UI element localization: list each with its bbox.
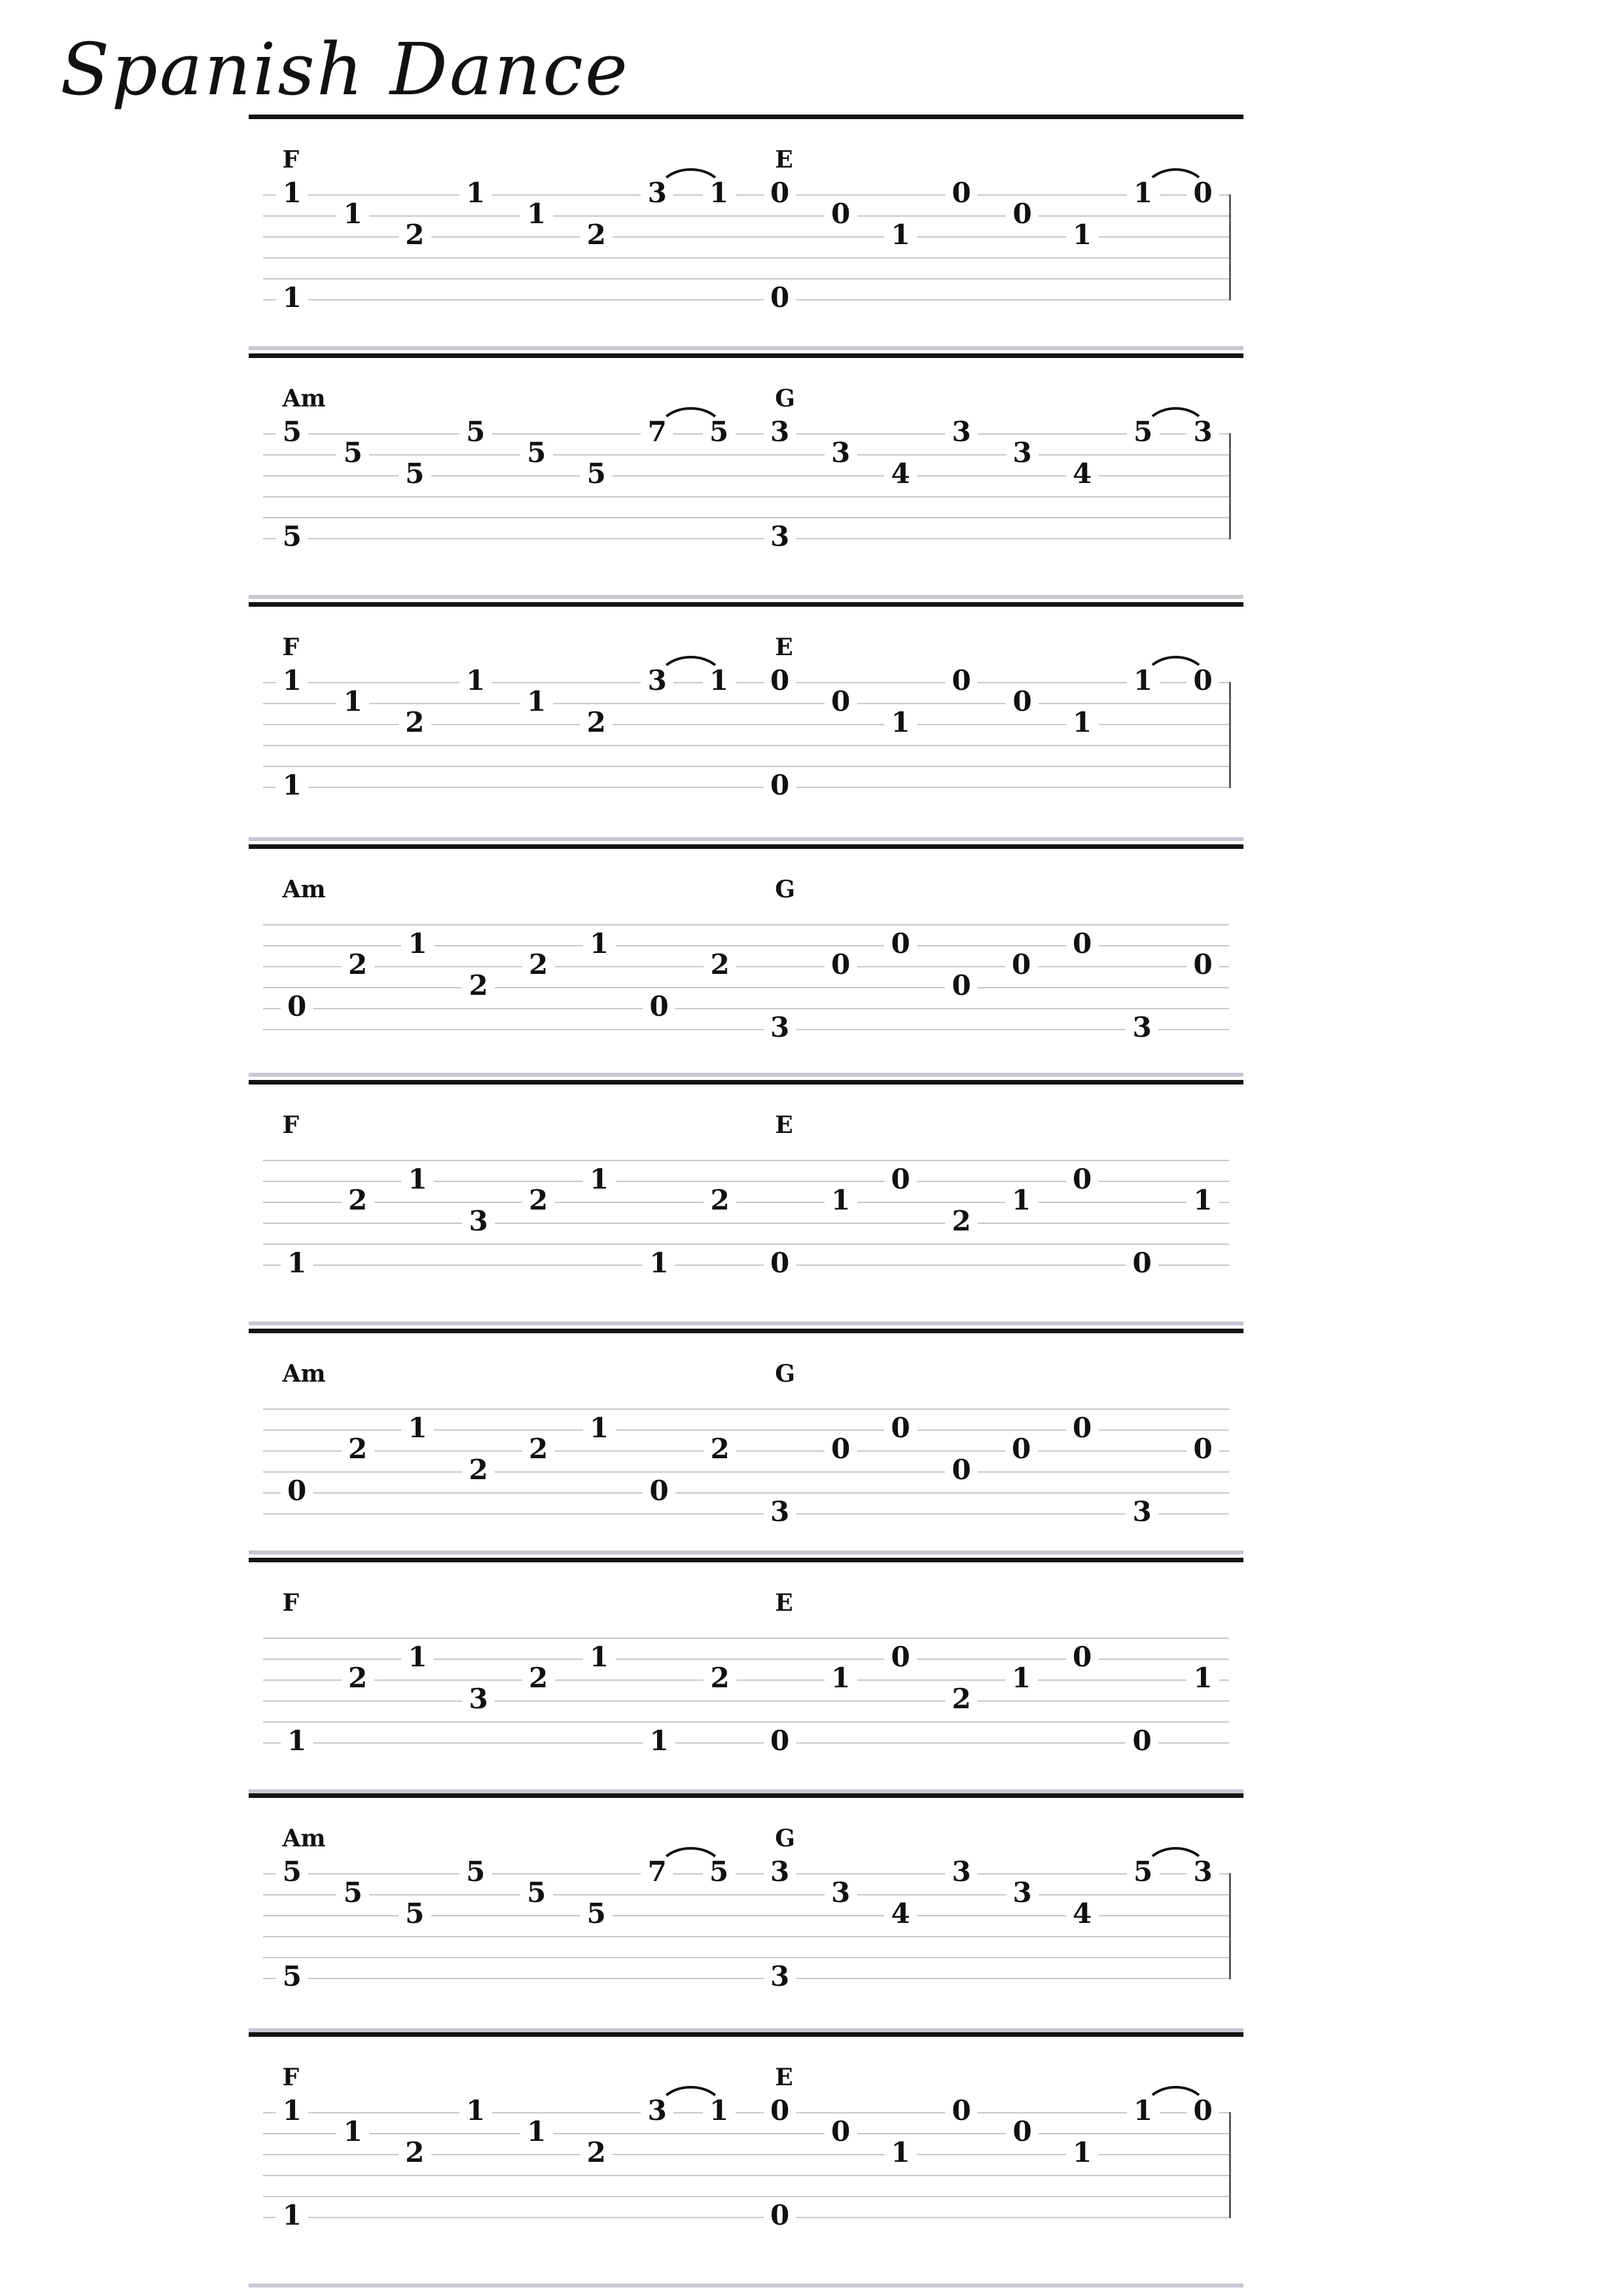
system-border xyxy=(249,1073,1243,1077)
tab-string-line xyxy=(263,433,1229,435)
fret-number: 2 xyxy=(704,1187,736,1214)
fret-number: 1 xyxy=(1127,667,1160,694)
chord-name: F xyxy=(282,146,300,173)
fret-number: 1 xyxy=(825,1664,857,1692)
fret-number: 1 xyxy=(459,667,492,694)
fret-number: 3 xyxy=(764,523,796,550)
fret-number: 1 xyxy=(1066,709,1099,736)
fret-number: 1 xyxy=(884,221,917,249)
chord-name: E xyxy=(775,1111,793,1139)
fret-number: 3 xyxy=(641,2097,673,2125)
fret-number: 0 xyxy=(764,1249,796,1277)
fret-number: 5 xyxy=(520,1879,553,1907)
fret-number: 5 xyxy=(459,1858,492,1886)
tab-system xyxy=(249,115,1243,350)
fret-number: 0 xyxy=(643,1477,675,1505)
fret-number: 2 xyxy=(342,951,374,978)
tab-string-line xyxy=(263,924,1229,925)
fret-number: 2 xyxy=(342,1435,374,1463)
tab-string-line xyxy=(263,1978,1229,1979)
tab-string-line xyxy=(263,2196,1229,2197)
chord-name: F xyxy=(282,2064,300,2091)
system-border xyxy=(249,837,1243,841)
tab-string-line xyxy=(263,966,1229,967)
fret-number: 2 xyxy=(462,972,495,999)
fret-number: 0 xyxy=(1186,2097,1219,2125)
fret-number: 1 xyxy=(1127,179,1160,207)
fret-number: 3 xyxy=(764,1963,796,1990)
fret-number: 3 xyxy=(641,179,673,207)
chord-name: G xyxy=(775,385,796,412)
tab-string-line xyxy=(263,2175,1229,2176)
tab-string-line xyxy=(263,1721,1229,1723)
tab-string-line xyxy=(263,1638,1229,1639)
fret-number: 3 xyxy=(764,418,796,446)
system-border xyxy=(249,115,1243,119)
tab-string-line xyxy=(263,194,1229,196)
tab-string-line xyxy=(263,278,1229,279)
fret-number: 1 xyxy=(276,772,308,799)
fret-number: 0 xyxy=(945,179,978,207)
fret-number: 2 xyxy=(945,1208,978,1235)
fret-number: 4 xyxy=(884,1900,917,1928)
system-border xyxy=(249,353,1243,358)
tab-string-line xyxy=(263,1202,1229,1203)
fret-number: 1 xyxy=(1127,2097,1160,2125)
fret-number: 7 xyxy=(641,418,673,446)
system-border xyxy=(249,595,1243,599)
tab-string-line xyxy=(263,745,1229,746)
fret-number: 1 xyxy=(276,179,308,207)
tab-system xyxy=(249,1793,1243,2032)
fret-number: 2 xyxy=(704,951,736,978)
fret-number: 5 xyxy=(703,1858,736,1886)
fret-number: 3 xyxy=(764,1014,796,1041)
fret-number: 3 xyxy=(825,1879,857,1907)
fret-number: 5 xyxy=(520,439,553,467)
fret-number: 2 xyxy=(704,1435,736,1463)
fret-number: 0 xyxy=(945,2097,978,2125)
fret-number: 4 xyxy=(884,460,917,488)
fret-number: 1 xyxy=(401,1643,434,1671)
fret-number: 1 xyxy=(281,1727,313,1755)
tab-string-line xyxy=(263,703,1229,704)
fret-number: 5 xyxy=(580,460,613,488)
fret-number: 3 xyxy=(641,667,673,694)
tab-system xyxy=(249,353,1243,599)
tab-string-line xyxy=(263,2217,1229,2218)
fret-number: 3 xyxy=(462,1208,495,1235)
fret-number: 0 xyxy=(764,2097,796,2125)
fret-number: 5 xyxy=(276,418,308,446)
fret-number: 1 xyxy=(336,2118,369,2145)
tab-system xyxy=(249,1329,1243,1554)
tab-string-line xyxy=(263,1223,1229,1224)
fret-number: 0 xyxy=(764,667,796,694)
fret-number: 0 xyxy=(884,1643,917,1671)
fret-number: 1 xyxy=(276,284,308,312)
tab-string-line xyxy=(263,538,1229,539)
fret-number: 0 xyxy=(825,200,857,228)
fret-number: 1 xyxy=(401,930,434,958)
tab-string-line xyxy=(263,215,1229,217)
tab-string-line xyxy=(263,2133,1229,2134)
fret-number: 1 xyxy=(583,1414,616,1442)
fret-number: 2 xyxy=(580,221,613,249)
fret-number: 0 xyxy=(1005,1435,1038,1463)
fret-number: 0 xyxy=(1186,667,1219,694)
fret-number: 1 xyxy=(336,200,369,228)
fret-number: 2 xyxy=(580,2139,613,2166)
system-border xyxy=(249,602,1243,607)
fret-number: 0 xyxy=(884,930,917,958)
tab-string-line xyxy=(263,787,1229,788)
fret-number: 0 xyxy=(1006,2118,1039,2145)
fret-number: 1 xyxy=(643,1249,675,1277)
tab-string-line xyxy=(263,1936,1229,1937)
fret-number: 0 xyxy=(825,2118,857,2145)
fret-number: 5 xyxy=(399,1900,431,1928)
system-border xyxy=(249,1551,1243,1554)
system-border xyxy=(249,1080,1243,1085)
fret-number: 1 xyxy=(459,2097,492,2125)
fret-number: 5 xyxy=(276,1858,308,1886)
end-barline xyxy=(1229,682,1231,788)
end-barline xyxy=(1229,1873,1231,1979)
fret-number: 0 xyxy=(1006,688,1039,715)
chord-name: F xyxy=(282,1589,300,1617)
chord-name: Am xyxy=(282,1825,326,1852)
fret-number: 2 xyxy=(522,1187,555,1214)
end-barline xyxy=(1229,2112,1231,2218)
fret-number: 3 xyxy=(764,1498,796,1526)
fret-number: 2 xyxy=(580,709,613,736)
fret-number: 3 xyxy=(1126,1498,1158,1526)
tab-string-line xyxy=(263,1742,1229,1744)
fret-number: 0 xyxy=(945,1456,978,1484)
fret-number: 5 xyxy=(1127,1858,1160,1886)
fret-number: 1 xyxy=(583,1166,616,1193)
fret-number: 3 xyxy=(945,1858,978,1886)
chord-name: E xyxy=(775,1589,793,1617)
tab-system xyxy=(249,844,1243,1077)
fret-number: 0 xyxy=(1126,1249,1158,1277)
fret-number: 2 xyxy=(462,1456,495,1484)
fret-number: 3 xyxy=(1186,418,1219,446)
fret-number: 3 xyxy=(945,418,978,446)
fret-number: 3 xyxy=(1006,439,1039,467)
fret-number: 1 xyxy=(703,179,736,207)
fret-number: 1 xyxy=(520,688,553,715)
system-border xyxy=(249,2284,1243,2287)
fret-number: 1 xyxy=(1186,1187,1219,1214)
fret-number: 0 xyxy=(764,284,796,312)
fret-number: 5 xyxy=(580,1900,613,1928)
fret-number: 0 xyxy=(764,179,796,207)
fret-number: 0 xyxy=(825,688,857,715)
fret-number: 3 xyxy=(462,1685,495,1713)
fret-number: 0 xyxy=(1066,930,1099,958)
fret-number: 1 xyxy=(583,930,616,958)
fret-number: 0 xyxy=(764,2202,796,2229)
chord-name: E xyxy=(775,2064,793,2091)
tab-string-line xyxy=(263,517,1229,518)
fret-number: 0 xyxy=(1186,951,1219,978)
fret-number: 3 xyxy=(1006,1879,1039,1907)
tab-string-line xyxy=(263,1450,1229,1452)
fret-number: 2 xyxy=(342,1187,374,1214)
fret-number: 5 xyxy=(459,418,492,446)
system-border xyxy=(249,1793,1243,1798)
system-border xyxy=(249,1558,1243,1562)
fret-number: 2 xyxy=(522,1664,555,1692)
fret-number: 1 xyxy=(643,1727,675,1755)
tab-string-line xyxy=(263,1160,1229,1161)
fret-number: 1 xyxy=(276,2202,308,2229)
tab-string-line xyxy=(263,1957,1229,1958)
chord-name: F xyxy=(282,1111,300,1139)
fret-number: 4 xyxy=(1066,460,1099,488)
fret-number: 3 xyxy=(1126,1014,1158,1041)
tab-string-line xyxy=(263,1492,1229,1494)
chord-name: G xyxy=(775,1825,796,1852)
fret-number: 2 xyxy=(399,709,431,736)
fret-number: 1 xyxy=(1066,2139,1099,2166)
fret-number: 1 xyxy=(276,2097,308,2125)
fret-number: 2 xyxy=(399,2139,431,2166)
fret-number: 2 xyxy=(945,1685,978,1713)
fret-number: 0 xyxy=(884,1166,917,1193)
fret-number: 1 xyxy=(336,688,369,715)
fret-number: 0 xyxy=(825,951,857,978)
fret-number: 1 xyxy=(520,200,553,228)
tab-string-line xyxy=(263,2112,1229,2113)
fret-number: 2 xyxy=(522,951,555,978)
tab-string-line xyxy=(263,1700,1229,1702)
fret-number: 1 xyxy=(884,2139,917,2166)
chord-name: Am xyxy=(282,876,326,903)
fret-number: 5 xyxy=(276,1963,308,1990)
system-border xyxy=(249,844,1243,849)
fret-number: 1 xyxy=(281,1249,313,1277)
tab-string-line xyxy=(263,454,1229,456)
tab-string-line xyxy=(263,1244,1229,1245)
fret-number: 3 xyxy=(1186,1858,1219,1886)
system-border xyxy=(249,1329,1243,1333)
chord-name: E xyxy=(775,634,793,661)
fret-number: 5 xyxy=(336,1879,369,1907)
fret-number: 0 xyxy=(945,972,978,999)
fret-number: 1 xyxy=(1005,1187,1038,1214)
fret-number: 1 xyxy=(401,1166,434,1193)
tab-string-line xyxy=(263,766,1229,767)
tab-string-line xyxy=(263,1008,1229,1009)
chord-name: Am xyxy=(282,1360,326,1388)
fret-number: 0 xyxy=(764,772,796,799)
fret-number: 0 xyxy=(1126,1727,1158,1755)
system-border xyxy=(249,1321,1243,1325)
fret-number: 5 xyxy=(703,418,736,446)
fret-number: 1 xyxy=(825,1187,857,1214)
page-title: Spanish Dance xyxy=(60,27,630,111)
fret-number: 1 xyxy=(401,1414,434,1442)
tab-string-line xyxy=(263,682,1229,683)
fret-number: 1 xyxy=(1186,1664,1219,1692)
fret-number: 2 xyxy=(342,1664,374,1692)
tab-string-line xyxy=(263,257,1229,259)
tab-string-line xyxy=(263,496,1229,497)
tab-string-line xyxy=(263,987,1229,988)
fret-number: 1 xyxy=(703,667,736,694)
end-barline xyxy=(1229,433,1231,539)
fret-number: 1 xyxy=(583,1643,616,1671)
chord-name: G xyxy=(775,876,796,903)
fret-number: 0 xyxy=(1066,1643,1099,1671)
fret-number: 0 xyxy=(281,993,313,1020)
fret-number: 5 xyxy=(276,523,308,550)
fret-number: 1 xyxy=(703,2097,736,2125)
tab-string-line xyxy=(263,1873,1229,1874)
system-border xyxy=(249,346,1243,350)
fret-number: 1 xyxy=(520,2118,553,2145)
fret-number: 1 xyxy=(1066,221,1099,249)
fret-number: 5 xyxy=(1127,418,1160,446)
fret-number: 5 xyxy=(336,439,369,467)
fret-number: 0 xyxy=(1066,1166,1099,1193)
fret-number: 0 xyxy=(1186,1435,1219,1463)
tab-string-line xyxy=(263,1408,1229,1410)
fret-number: 0 xyxy=(945,667,978,694)
fret-number: 5 xyxy=(399,460,431,488)
chord-name: E xyxy=(775,146,793,173)
fret-number: 0 xyxy=(281,1477,313,1505)
tab-string-line xyxy=(263,1679,1229,1681)
fret-number: 7 xyxy=(641,1858,673,1886)
fret-number: 0 xyxy=(764,1727,796,1755)
fret-number: 0 xyxy=(1066,1414,1099,1442)
tab-string-line xyxy=(263,1513,1229,1515)
system-border xyxy=(249,2032,1243,2037)
fret-number: 3 xyxy=(825,439,857,467)
fret-number: 0 xyxy=(1186,179,1219,207)
chord-name: G xyxy=(775,1360,796,1388)
fret-number: 1 xyxy=(276,667,308,694)
fret-number: 0 xyxy=(884,1414,917,1442)
tab-system xyxy=(249,1558,1243,1793)
fret-number: 2 xyxy=(704,1664,736,1692)
fret-number: 0 xyxy=(643,993,675,1020)
chord-name: F xyxy=(282,634,300,661)
tab-string-line xyxy=(263,1029,1229,1030)
fret-number: 0 xyxy=(825,1435,857,1463)
tab-string-line xyxy=(263,1894,1229,1895)
chord-name: Am xyxy=(282,385,326,412)
fret-number: 0 xyxy=(1006,200,1039,228)
tab-string-line xyxy=(263,1471,1229,1473)
fret-number: 0 xyxy=(1005,951,1038,978)
tab-string-line xyxy=(263,299,1229,300)
fret-number: 1 xyxy=(459,179,492,207)
fret-number: 2 xyxy=(522,1435,555,1463)
fret-number: 2 xyxy=(399,221,431,249)
tab-system xyxy=(249,1080,1243,1325)
fret-number: 1 xyxy=(884,709,917,736)
end-barline xyxy=(1229,194,1231,300)
fret-number: 3 xyxy=(764,1858,796,1886)
tab-system xyxy=(249,602,1243,841)
fret-number: 1 xyxy=(1005,1664,1038,1692)
tab-system xyxy=(249,2032,1243,2287)
tab-string-line xyxy=(263,1265,1229,1266)
fret-number: 4 xyxy=(1066,1900,1099,1928)
